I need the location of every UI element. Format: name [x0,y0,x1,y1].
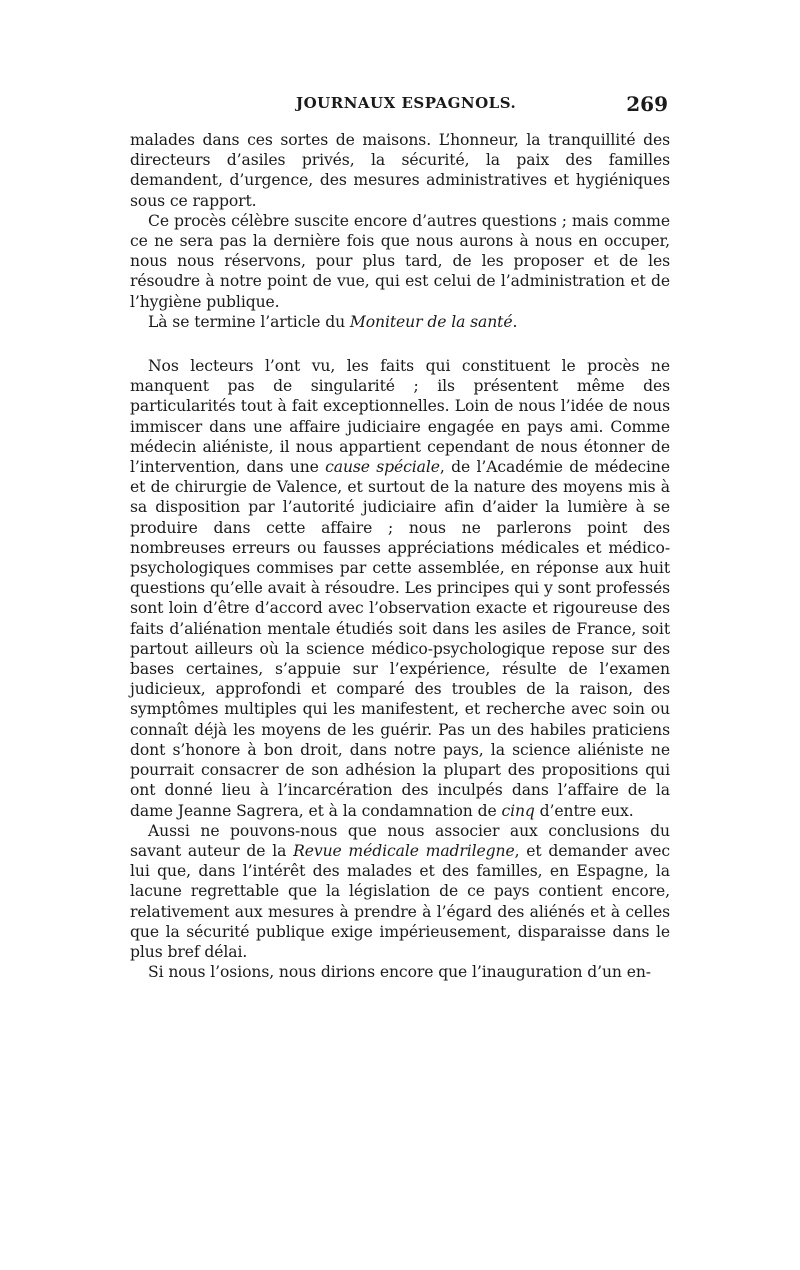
paragraph-2 [130,211,670,312]
body-text [130,130,670,982]
paragraph-5 [130,821,670,962]
paragraph-4-text-a: Nos lecteurs l’ont vu, les faits qui constituent le procès ne manquent pas de singularité ; ils présentent même des particularités tout à fait exceptionnelles. Loin de nous l’idée de nous immiscer dans une affaire judiciaire engagée en pays ami. Comme médecin aliéniste, il nous appartient cependant de nous étonner de l’intervention, dans une [130,357,670,477]
paragraph-3 [130,312,670,332]
paragraph-5-text-a: Aussi ne pouvons-nous que nous associer aux conclusions du savant auteur de la [130,821,670,860]
running-title: JOURNAUX ESPAGNOLS. [296,94,517,112]
page-header [130,92,670,120]
paragraph-4 [130,356,670,821]
journal-title-moniteur: Moniteur de la santé [349,312,513,331]
book-page [130,92,670,982]
paragraph-1 [130,130,670,211]
paragraph-3-text: Là se termine l’article du [148,312,350,331]
paragraph-4-text-c: d’entre eux. [534,801,634,820]
paragraph-5-text-b: , et demander avec lui que, dans l’intérêt des malades et des familles, en Espagne, la lacune regrettable que la législation de ce pays contient encore, relativement aux mesures à prendre à l’égard des aliénés et à celles que la sécurité publique exige impérieusement, disparaisse dans le plus bref délai. [130,841,671,961]
page-number: 269 [626,92,668,116]
paragraph-2-text: Ce procès célèbre suscite encore d’autres questions ; mais comme ce ne sera pas la dernière fois que nous aurons à nous en occuper, nous nous réservons, pour plus tard, de les proposer et de les résoudre à notre point de vue, qui est celui de l’administration et de l’hygiène publique. [130,211,670,311]
paragraph-6 [130,962,670,982]
paragraph-3-end: . [512,312,518,331]
italic-cause-speciale: cause spéciale [325,458,440,477]
paragraph-6-text: Si nous l’osions, nous dirions encore que l’inauguration d’un en- [148,963,651,982]
journal-title-revue: Revue médicale madrilegne [293,841,515,860]
paragraph-1-text: malades dans ces sortes de maisons. L’honneur, la tranquillité des directeurs d’asiles privés, la sécurité, la paix des familles demandent, d’urgence, des mesures administratives et hygiéniques sous ce rapport. [130,131,670,210]
paragraph-4-text-b: , de l’Académie de médecine et de chirurgie de Valence, et surtout de la nature des moyens mis à sa disposition par l’autorité judiciaire afin d’aider la lumière à se produire dans cette affaire ; nous ne parlerons point des nombreuses erreurs ou fausses appréciations médicales et médico-psychologiques commises par cette assemblée, en réponse aux huit questions qu’elle avait à résoudre. Les principes qui y sont professés sont loin d’être d’accord avec l’observation exacte et rigoureuse des faits d’aliénation mentale étudiés soit dans les asiles de France, soit partout ailleurs où la science médico-psychologique repose sur des bases certaines, s’appuie sur l’expérience, résulte de l’examen judicieux, approfondi et comparé des troubles de la raison, des symptômes multiples qui les manifestent, et recherche avec soin ou connaît déjà les moyens de les guérir. Pas un des habiles praticiens dont s’honore à bon droit, dans notre pays, la science aliéniste ne pourrait consacrer de son adhésion la plupart des propositions qui ont donné lieu à l’incarcération des inculpés dans l’affaire de la dame Jeanne Sagrera, et à la condamnation de [130,458,671,820]
italic-cinq: cinq [501,801,535,820]
